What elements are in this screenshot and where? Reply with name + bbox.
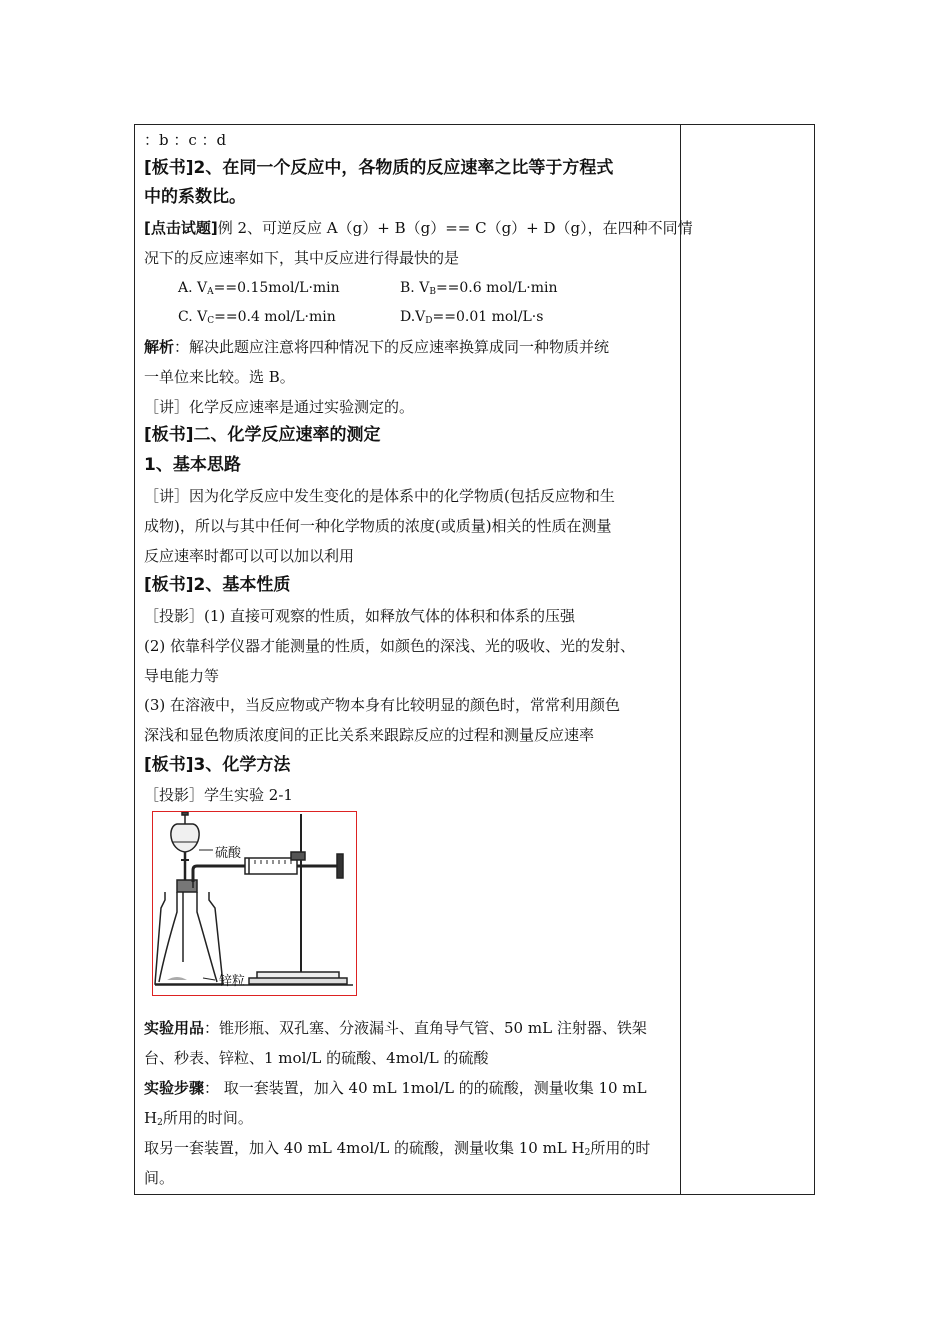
board-text: 2、在同一个反应中，各物质的反应速率之比等于方程式 (193, 158, 614, 178)
procedure-cont: $H_2$所用的时间。 (144, 1109, 253, 1128)
analysis-cont: 一单位来比较。选 B。 (144, 368, 295, 386)
lecture-note-2: ［讲］因为化学反应中发生变化的是体系中的化学物质(包括反应物和生 (144, 487, 615, 505)
lecture-note-2-cont2: 反应速率时都可以可以加以利用 (144, 547, 355, 565)
analysis (144, 337, 609, 357)
lesson-table (134, 124, 815, 1195)
procedure-2-cont: 间。 (144, 1169, 175, 1187)
materials-text: ：锥形瓶、双孔塞、分液漏斗、直角导气管、50 mL 注射器、铁架 (204, 1019, 647, 1037)
board-heading-method: [板书]3、化学方法 (144, 755, 291, 775)
materials-cont: 台、秒表、锌粒、1 mol/L 的硫酸、4mol/L 的硫酸 (144, 1049, 489, 1067)
analysis-tag: 解析 (144, 338, 175, 356)
option-a: A. $V_A==0.15mol/L\cdot\min$ (178, 280, 340, 297)
procedure-2: 取另一套装置，加入 40 mL 4mol/L 的硫酸，测量收集 10 mL $H_2$所用的时 (144, 1139, 651, 1158)
materials-tag: 实验用品 (144, 1019, 205, 1037)
projection-property-3-cont: 深浅和显色物质浓度间的正比关系来跟踪反应的过程和测量反应速率 (144, 726, 595, 744)
lecture-note-1: ［讲］化学反应速率是通过实验测定的。 (144, 398, 415, 416)
analysis-text: ：解决此题应注意将四种情况下的反应速率换算成同一种物质并统 (174, 338, 610, 356)
example-question (144, 218, 693, 238)
apparatus-drawing (153, 812, 355, 994)
question-text: 例 2、可逆反应 A（g）+ B（g）== C（g）+ D（g），在四种不同情 (217, 219, 693, 237)
question-tag: [点击试题] (144, 219, 218, 237)
apparatus-figure (152, 811, 357, 996)
label-zinc-granules: 锌粒 (219, 974, 246, 989)
materials (144, 1018, 647, 1038)
lecture-note-2-cont1: 成物)，所以与其中任何一种化学物质的浓度(或质量)相关的性质在测量 (144, 517, 612, 535)
option-b: B. $V_B==0.6$ mol/L·min (400, 280, 558, 297)
column-divider (680, 125, 681, 1194)
board-heading-properties: [板书]2、基本性质 (144, 575, 291, 595)
board-note-ratio-cont: 中的系数比。 (144, 187, 246, 207)
ratio-line: ：b ：c ：d (144, 131, 227, 149)
label-sulfuric-acid: 硫酸 (215, 846, 242, 861)
board-heading-measure: [板书]二、化学反应速率的测定 (144, 425, 381, 445)
projection-property-2-cont: 导电能力等 (144, 667, 220, 685)
projection-property-1: ［投影］(1) 直接可观察的性质，如释放气体的体积和体系的压强 (144, 607, 576, 625)
projection-experiment: ［投影］学生实验 2-1 (144, 786, 293, 804)
projection-property-3: (3) 在溶液中，当反应物或产物本身有比较明显的颜色时，常常利用颜色 (144, 696, 621, 714)
projection-property-2: (2) 依靠科学仪器才能测量的性质，如颜色的深浅、光的吸收、光的发射、 (144, 637, 636, 655)
procedure-text: ： 取一套装置，加入 40 mL 1mol/L 的的硫酸，测量收集 10 mL (204, 1079, 647, 1097)
subheading-basic-idea: 1、基本思路 (144, 455, 241, 475)
option-d: $D.V_D==0.01$ mol/L·s (400, 309, 544, 326)
procedure-tag: 实验步骤 (144, 1079, 205, 1097)
example-question-cont: 况下的反应速率如下，其中反应进行得最快的是 (144, 249, 460, 267)
option-c: C. $V_C==0.4$ mol/L·min (178, 309, 336, 326)
board-note-ratio (144, 158, 613, 178)
board-tag: [板书] (144, 158, 194, 178)
procedure (144, 1078, 647, 1098)
